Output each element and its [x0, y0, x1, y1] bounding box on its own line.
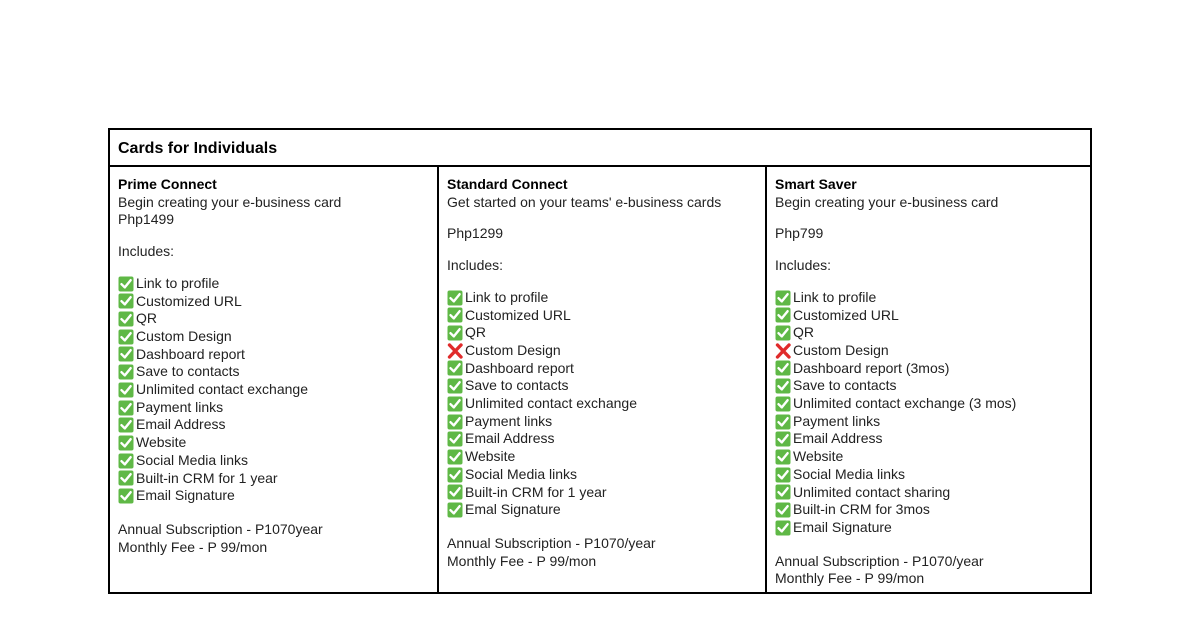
feature-item [118, 346, 437, 364]
feature-label: Unlimited contact exchange [136, 381, 308, 398]
feature-item [447, 395, 765, 413]
check-icon [775, 378, 792, 394]
feature-item [118, 310, 437, 328]
check-icon [118, 488, 135, 504]
feature-item [775, 360, 1090, 378]
feature-item [447, 342, 765, 360]
feature-label: Email Signature [136, 487, 235, 504]
check-icon [118, 311, 135, 327]
feature-item [775, 307, 1090, 325]
check-icon [447, 396, 464, 412]
check-icon [775, 449, 792, 465]
feature-label: Social Media links [793, 465, 906, 482]
feature-label: Email Address [793, 430, 883, 447]
check-icon [118, 293, 135, 309]
feature-label: Unlimited contact sharing [793, 483, 951, 500]
feature-label: Email Address [465, 430, 555, 447]
feature-label: Payment links [465, 412, 553, 429]
feature-label: Unlimited contact exchange (3 mos) [793, 395, 1017, 412]
check-icon [775, 502, 792, 518]
feature-item [775, 519, 1090, 537]
feature-item [775, 448, 1090, 466]
feature-item [118, 416, 437, 434]
plan-price: Php799 [775, 225, 824, 242]
check-icon [775, 484, 792, 500]
feature-item [775, 501, 1090, 519]
feature-item [447, 466, 765, 484]
feature-label: Website [136, 434, 187, 451]
feature-label: Email Address [136, 416, 226, 433]
plan-column-smart-saver [765, 167, 1090, 592]
feature-label: Unlimited contact exchange [465, 395, 637, 412]
feature-label: Emal Signature [465, 501, 561, 518]
check-icon [118, 276, 135, 292]
monthly-fee: Monthly Fee - P 99/mon [118, 538, 268, 555]
feature-label: Custom Design [465, 341, 561, 358]
feature-label: Save to contacts [465, 377, 569, 394]
feature-label: Save to contacts [136, 363, 240, 380]
cross-icon [775, 343, 792, 359]
feature-item [118, 434, 437, 452]
feature-item [775, 342, 1090, 360]
annual-subscription: Annual Subscription - P1070/year [447, 534, 656, 551]
feature-item [118, 328, 437, 346]
check-icon [447, 449, 464, 465]
plan-column-prime-connect [110, 167, 437, 592]
feature-item [447, 377, 765, 395]
feature-item [775, 324, 1090, 342]
check-icon [775, 360, 792, 376]
plans-row [110, 167, 1090, 592]
feature-list [775, 289, 1090, 537]
includes-label: Includes: [447, 257, 504, 274]
feature-label: Website [465, 448, 516, 465]
check-icon [447, 325, 464, 341]
feature-label: Dashboard report [465, 359, 574, 376]
feature-item [775, 430, 1090, 448]
feature-item [775, 395, 1090, 413]
check-icon [775, 520, 792, 536]
cross-icon [447, 343, 464, 359]
check-icon [118, 453, 135, 469]
feature-item [447, 484, 765, 502]
annual-subscription: Annual Subscription - P1070year [118, 520, 323, 537]
check-icon [447, 307, 464, 323]
feature-list [447, 289, 765, 519]
feature-item [118, 487, 437, 505]
check-icon [447, 502, 464, 518]
feature-label: Built-in CRM for 1 year [136, 469, 278, 486]
annual-subscription: Annual Subscription - P1070/year [775, 552, 984, 569]
feature-item [775, 289, 1090, 307]
check-icon [118, 400, 135, 416]
monthly-fee: Monthly Fee - P 99/mon [447, 552, 597, 569]
plan-description: Begin creating your e-business card [775, 193, 999, 210]
plan-column-standard-connect [437, 167, 765, 592]
check-icon [118, 382, 135, 398]
feature-label: Email Signature [793, 518, 892, 535]
feature-label: Custom Design [793, 341, 889, 358]
pricing-table [108, 128, 1092, 594]
plan-name: Standard Connect [447, 176, 568, 192]
check-icon [775, 431, 792, 447]
feature-label: Built-in CRM for 1 year [465, 483, 607, 500]
includes-label: Includes: [118, 243, 175, 260]
feature-label: Website [793, 448, 844, 465]
check-icon [447, 414, 464, 430]
table-header: Cards for Individuals [110, 130, 1090, 167]
feature-label: Custom Design [136, 327, 232, 344]
check-icon [775, 467, 792, 483]
plan-description: Begin creating your e-business card [118, 193, 342, 210]
monthly-fee: Monthly Fee - P 99/mon [775, 570, 925, 587]
feature-label: Dashboard report (3mos) [793, 359, 950, 376]
feature-label: Save to contacts [793, 377, 897, 394]
check-icon [775, 396, 792, 412]
feature-label: Customized URL [793, 306, 899, 323]
check-icon [447, 290, 464, 306]
feature-item [447, 360, 765, 378]
feature-label: Link to profile [793, 288, 877, 305]
check-icon [447, 431, 464, 447]
plan-price: Php1299 [447, 225, 504, 242]
feature-label: QR [793, 324, 814, 341]
feature-label: QR [136, 310, 157, 327]
feature-item [447, 501, 765, 519]
feature-item [118, 293, 437, 311]
feature-item [447, 307, 765, 325]
plan-price: Php1499 [118, 211, 175, 228]
check-icon [118, 470, 135, 486]
plan-description: Get started on your teams' e-business cards [447, 193, 722, 210]
feature-item [118, 399, 437, 417]
feature-item [118, 452, 437, 470]
feature-label: Link to profile [136, 274, 220, 291]
feature-label: Payment links [136, 398, 224, 415]
check-icon [118, 346, 135, 362]
feature-label: Payment links [793, 412, 881, 429]
feature-item [775, 466, 1090, 484]
feature-item [447, 324, 765, 342]
feature-item [447, 430, 765, 448]
check-icon [447, 360, 464, 376]
feature-list [118, 275, 437, 505]
includes-label: Includes: [775, 257, 832, 274]
feature-label: Social Media links [465, 465, 578, 482]
check-icon [775, 307, 792, 323]
feature-label: Customized URL [136, 292, 242, 309]
feature-item [775, 484, 1090, 502]
feature-item [775, 377, 1090, 395]
check-icon [118, 435, 135, 451]
check-icon [447, 378, 464, 394]
feature-label: Social Media links [136, 451, 249, 468]
feature-item [118, 363, 437, 381]
feature-item [447, 413, 765, 431]
feature-label: Dashboard report [136, 345, 245, 362]
check-icon [775, 290, 792, 306]
feature-item [118, 275, 437, 293]
plan-name: Smart Saver [775, 176, 857, 192]
plan-name: Prime Connect [118, 176, 217, 192]
check-icon [775, 414, 792, 430]
check-icon [118, 364, 135, 380]
feature-label: Customized URL [465, 306, 571, 323]
check-icon [118, 417, 135, 433]
feature-item [118, 470, 437, 488]
feature-label: Built-in CRM for 3mos [793, 501, 930, 518]
feature-label: QR [465, 324, 486, 341]
feature-item [447, 289, 765, 307]
check-icon [447, 484, 464, 500]
feature-item [775, 413, 1090, 431]
feature-label: Link to profile [465, 288, 549, 305]
feature-item [447, 448, 765, 466]
feature-item [118, 381, 437, 399]
check-icon [447, 467, 464, 483]
check-icon [118, 329, 135, 345]
check-icon [775, 325, 792, 341]
